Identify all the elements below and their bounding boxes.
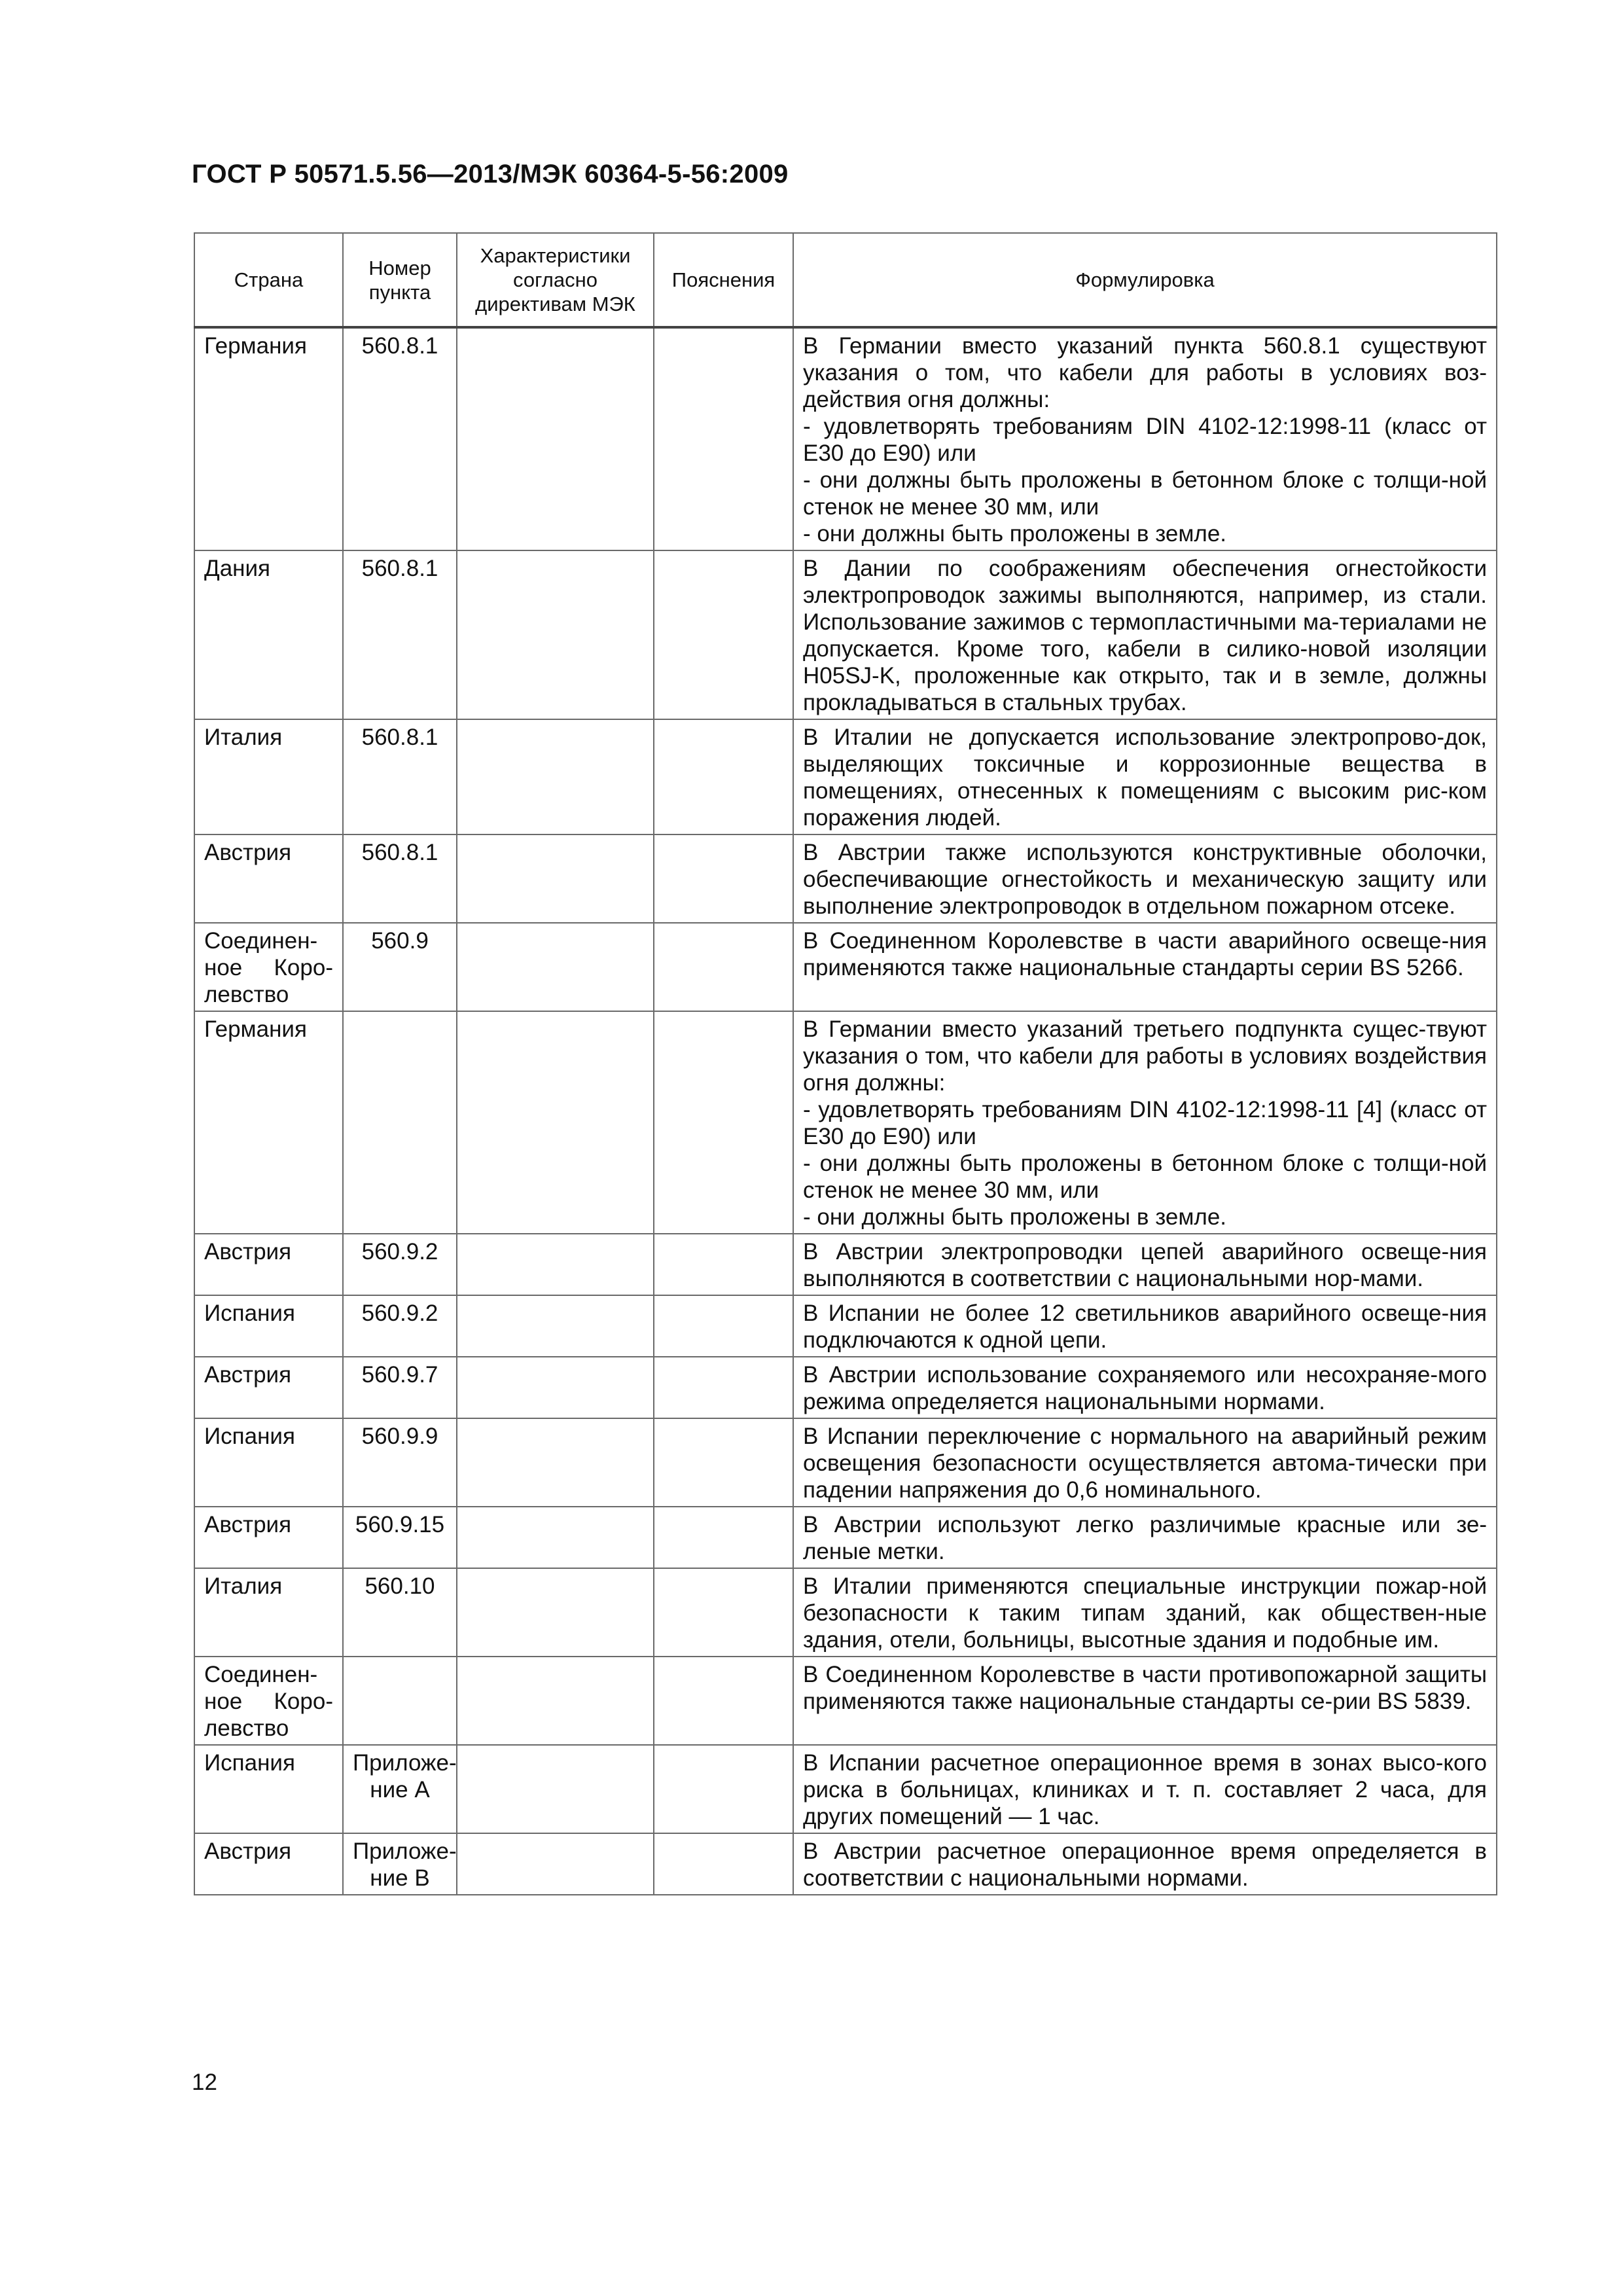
text-cell: В Соединенном Королевстве в части аварийного освеще-ния применяются также национальные стандарты серии BS 5266. [793, 923, 1497, 1011]
notes-cell [654, 1234, 793, 1295]
table-row [194, 1657, 1497, 1745]
characteristics-cell [457, 1745, 654, 1833]
characteristics-cell [457, 923, 654, 1011]
notes-cell [654, 1568, 793, 1657]
characteristics-cell [457, 1568, 654, 1657]
country-cell: Австрия [194, 834, 343, 923]
clause-cell: 560.9.9 [343, 1418, 457, 1507]
country-cell: Италия [194, 1568, 343, 1657]
text-cell: В Испании переключение с нормального на аварийный режим освещения безопасности осуществляется автома-тически при падении напряжения до 0,6 номинального. [793, 1418, 1497, 1507]
clause-cell: 560.8.1 [343, 834, 457, 923]
column-header-notes: Пояснения [654, 233, 793, 327]
notes-cell [654, 923, 793, 1011]
text-cell: В Дании по соображениям обеспечения огнестойкости электропроводок зажимы выполняются, например, из стали. Использование зажимов с термопластичными ма-териалами не допускается. Кроме того, кабели в силико-новой изоляции H05SJ-K, проложенные как открыто, так и в земле, должны прокладываться в стальных трубах. [793, 550, 1497, 719]
clause-cell: 560.8.1 [343, 719, 457, 834]
country-cell: Австрия [194, 1234, 343, 1295]
column-header-clause: Номер пункта [343, 233, 457, 327]
country-cell: Испания [194, 1745, 343, 1833]
notes-cell [654, 327, 793, 550]
clause-cell: 560.8.1 [343, 327, 457, 550]
table-row [194, 1568, 1497, 1657]
table-row [194, 719, 1497, 834]
clause-cell [343, 1657, 457, 1745]
text-cell: В Испании не более 12 светильников аварийного освеще-ния подключаются к одной цепи. [793, 1295, 1497, 1357]
country-cell: Соединен-ное Коро-левство [194, 923, 343, 1011]
clause-cell: Приложе-ние В [343, 1833, 457, 1895]
table-row [194, 1507, 1497, 1568]
characteristics-cell [457, 1234, 654, 1295]
country-cell: Италия [194, 719, 343, 834]
characteristics-cell [457, 1507, 654, 1568]
country-cell: Австрия [194, 1357, 343, 1418]
national-deviations-table [194, 232, 1497, 1895]
table-row [194, 1011, 1497, 1234]
page-number: 12 [192, 2070, 217, 2095]
clause-cell [343, 1011, 457, 1234]
country-cell: Германия [194, 327, 343, 550]
characteristics-cell [457, 1418, 654, 1507]
notes-cell [654, 1011, 793, 1234]
country-cell: Германия [194, 1011, 343, 1234]
notes-cell [654, 1357, 793, 1418]
document-title: ГОСТ Р 50571.5.56—2013/МЭК 60364-5-56:2009 [192, 160, 789, 188]
characteristics-cell [457, 1295, 654, 1357]
clause-cell: 560.9.7 [343, 1357, 457, 1418]
notes-cell [654, 550, 793, 719]
characteristics-cell [457, 1011, 654, 1234]
country-cell: Австрия [194, 1507, 343, 1568]
clause-cell: 560.9.2 [343, 1295, 457, 1357]
table-row [194, 834, 1497, 923]
characteristics-cell [457, 1657, 654, 1745]
country-cell: Испания [194, 1295, 343, 1357]
notes-cell [654, 719, 793, 834]
text-cell: В Австрии также используются конструктивные оболочки, обеспечивающие огнестойкость и механическую защиту или выполнение электропроводок в отдельном пожарном отсеке. [793, 834, 1497, 923]
text-cell: В Италии применяются специальные инструкции пожар-ной безопасности к таким типам зданий, как обществен-ные здания, отели, больницы, высотные здания и подобные им. [793, 1568, 1497, 1657]
text-cell: В Испании расчетное операционное время в зонах высо-кого риска в больницах, клиниках и т. п. составляет 2 часа, для других помещений — 1 час. [793, 1745, 1497, 1833]
characteristics-cell [457, 1357, 654, 1418]
country-cell: Дания [194, 550, 343, 719]
table-row [194, 1295, 1497, 1357]
column-header-text: Формулировка [793, 233, 1497, 327]
table-row [194, 1418, 1497, 1507]
country-cell: Испания [194, 1418, 343, 1507]
text-cell: В Австрии электропроводки цепей аварийного освеще-ния выполняются в соответствии с национальными нор-мами. [793, 1234, 1497, 1295]
clause-cell: 560.9.2 [343, 1234, 457, 1295]
table-row [194, 1745, 1497, 1833]
text-cell: В Австрии используют легко различимые красные или зе-леные метки. [793, 1507, 1497, 1568]
table-row [194, 1357, 1497, 1418]
clause-cell: 560.10 [343, 1568, 457, 1657]
clause-cell: 560.9.15 [343, 1507, 457, 1568]
notes-cell [654, 834, 793, 923]
clause-cell: 560.9 [343, 923, 457, 1011]
text-cell: В Австрии расчетное операционное время определяется в соответствии с национальными нормами. [793, 1833, 1497, 1895]
text-cell: В Соединенном Королевстве в части противопожарной защиты применяются также национальные стандарты се-рии BS 5839. [793, 1657, 1497, 1745]
notes-cell [654, 1745, 793, 1833]
notes-cell [654, 1295, 793, 1357]
text-cell: В Германии вместо указаний пункта 560.8.1 существуют указания о том, что кабели для работы в условиях воз-действия огня должны: - удовлетворять требованиям DIN 4102-12:1998-11 (класс от Е30 до Е90) или - они должны быть проложены в бетонном блоке с толщи-ной стенок не менее 30 мм, или - они должны быть проложены в земле. [793, 327, 1497, 550]
notes-cell [654, 1657, 793, 1745]
text-cell: В Австрии использование сохраняемого или несохраняе-мого режима определяется национальными нормами. [793, 1357, 1497, 1418]
clause-cell: 560.8.1 [343, 550, 457, 719]
text-cell: В Италии не допускается использование электропрово-док, выделяющих токсичные и коррозионные вещества в помещениях, отнесенных к помещениям с высоким рис-ком поражения людей. [793, 719, 1497, 834]
characteristics-cell [457, 719, 654, 834]
notes-cell [654, 1418, 793, 1507]
country-cell: Соединен-ное Коро-левство [194, 1657, 343, 1745]
characteristics-cell [457, 834, 654, 923]
table-row [194, 550, 1497, 719]
table-row [194, 327, 1497, 550]
table-row [194, 923, 1497, 1011]
notes-cell [654, 1507, 793, 1568]
table-row [194, 1833, 1497, 1895]
country-cell: Австрия [194, 1833, 343, 1895]
column-header-characteristics: Характеристики согласно директивам МЭК [457, 233, 654, 327]
characteristics-cell [457, 550, 654, 719]
table-body [194, 327, 1497, 1895]
table-row [194, 1234, 1497, 1295]
text-cell: В Германии вместо указаний третьего подпункта сущес-твуют указания о том, что кабели для работы в условиях воздействия огня должны: - удовлетворять требованиям DIN 4102-12:1998-11 [4] (класс от Е30 до Е90) или - они должны быть проложены в бетонном блоке с толщи-ной стенок не менее 30 мм, или - они должны быть проложены в земле. [793, 1011, 1497, 1234]
characteristics-cell [457, 1833, 654, 1895]
characteristics-cell [457, 327, 654, 550]
clause-cell: Приложе-ние А [343, 1745, 457, 1833]
column-header-country: Страна [194, 233, 343, 327]
notes-cell [654, 1833, 793, 1895]
table-header-row [194, 233, 1497, 327]
